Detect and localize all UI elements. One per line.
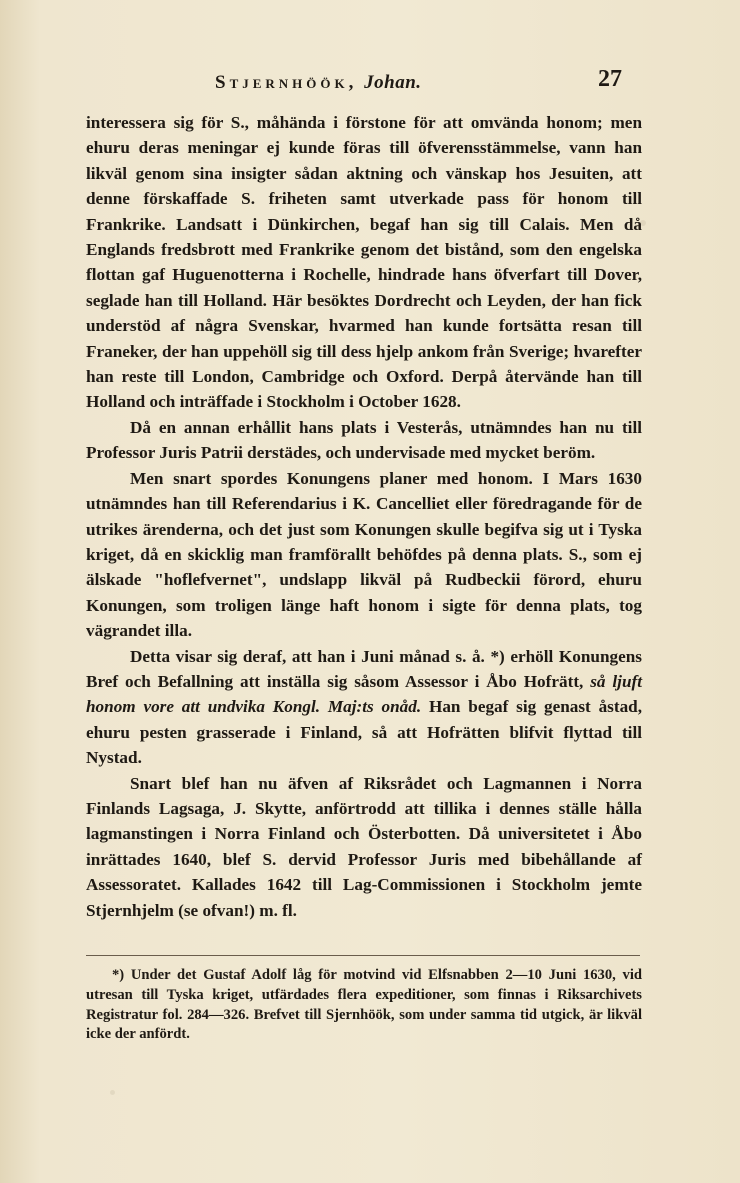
footnote-text: *) Under det Gustaf Adolf låg för motvind vid Elfsnabben 2—10 Juni 1630, vid utresan till Tyska kriget, utfärdades flera expeditioner, som finnas i Riksarchivets Registratur fol. 284—326. Brefvet till Sjernhöök, som under samma tid utgick, är likväl icke der anfördt. [86, 967, 642, 1043]
paragraph: interessera sig för S., måhända i förstone för att omvända honom; men ehuru deras meningar ej kunde föras till öfverensstämmelse, vann han likväl genom sina insigter sådan aktning och vänskap hos Jesuiten, att denne förskaffade S. friheten samt utverkade pass för honom till Frankrike. Landsatt i Dünkirchen, begaf han sig till Calais. Men då Englands fredsbrott med Frankrike genom det bistånd, som den engelska flottan gaf Huguenotterna i Rochelle, hindrade hans öfverfart till Dover, seglade han till Holland. Här besöktes Dordrecht och Leyden, der han fick understöd af några Svenskar, hvarmed han kunde fortsätta resan till Franeker, der han uppehöll sig till dess hjelp ankom från Sverige; hvarefter han reste till London, Cambridge och Oxford. Derpå återvände han till Holland och inträffade i Stockholm i October 1628. [86, 113, 642, 412]
footnote-divider [86, 955, 640, 956]
page-number: 27 [598, 66, 622, 92]
paper-spot [110, 1090, 115, 1095]
footnote [86, 966, 642, 1045]
paragraph-text: Detta visar sig deraf, att han i Juni månad s. å. *) erhöll Konungens Bref och Befallning att inställa sig såsom Assessor i Åbo Hofrätt, [86, 646, 642, 691]
paragraph: Då en annan erhållit hans plats i Vesterås, utnämndes han nu till Professor Juris Patrii derstädes, och undervisade med mycket beröm. [86, 417, 642, 463]
running-title: Stjernhöök, [215, 72, 358, 93]
running-first-name: Johan. [364, 72, 422, 93]
paragraph [86, 644, 642, 771]
running-header [215, 72, 635, 94]
main-text [86, 110, 642, 923]
paragraph: Men snart spordes Konungens planer med honom. I Mars 1630 utnämndes han till Referendarius i K. Cancelliet eller föredragande för de utrikes ärenderna, och det just som Konungen skulle begifva sig ut i Tyska kriget, då en skicklig man framförallt behöfdes på denna plats. S., som ej älskade "hoflefvernet", undslapp likväl på Rudbeckii förord, ehuru Konungen, som troligen länge haft honom i sigte för denna plats, tog vägrandet illa. [86, 468, 642, 641]
paragraph-text: Han begaf sig genast åstad, ehuru pesten grasserade i Finland, så att Hofrätten blifvit flyttad till Nystad. [86, 697, 643, 768]
paragraph: Snart blef han nu äfven af Riksrådet och Lagmannen i Norra Finlands Lagsaga, J. Skytte, anförtrodd att tillika i dennes ställe hålla lagmanstingen i Norra Finland och Österbotten. Då universitetet i Åbo inrättades 1640, blef S. dervid Professor Juris med bibehållande af Assessoratet. Kallades 1642 till Lag-Commissionen i Stockholm jemte Stjernhjelm (se ofvan!) m. fl. [86, 773, 642, 920]
italic-phrase: så ljuft honom vore att undvika Kongl. Maj:ts onåd. [86, 671, 643, 717]
